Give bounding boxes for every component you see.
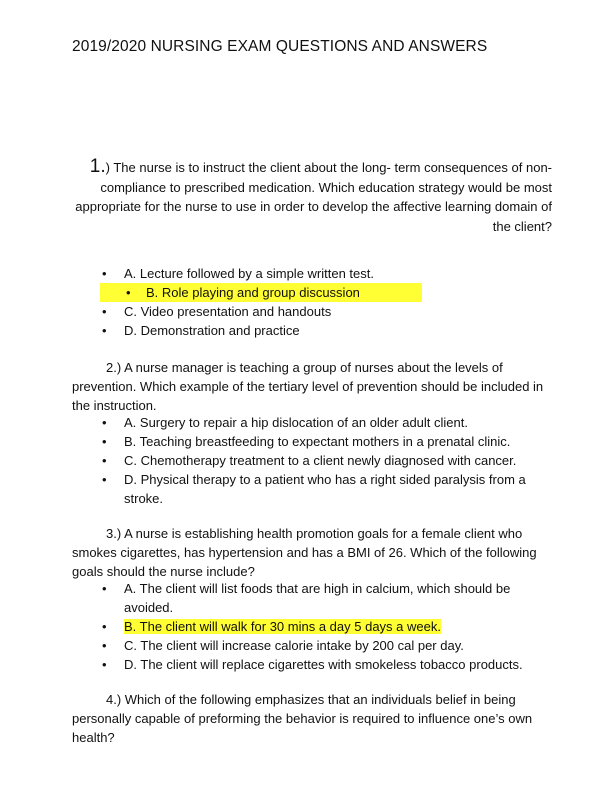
bullet-icon: •	[102, 619, 107, 634]
question-1	[72, 157, 552, 236]
bullet-icon: •	[102, 581, 107, 596]
question-2-option-d: • D. Physical therapy to a patient who has a right sided paralysis from a stroke.	[102, 472, 526, 506]
document-title: 2019/2020 NURSING EXAM QUESTIONS AND ANSWERS	[72, 38, 488, 55]
bullet-icon: •	[102, 657, 107, 672]
question-3	[72, 524, 552, 581]
question-1-option-d: • D. Demonstration and practice	[102, 323, 300, 338]
question-1-text: ) The nurse is to instruct the client about the long- term consequences of non-compliance to prescribed medication. Which education strategy would be most appropriate for the nurse to use in order to develop the affective learning domain of the client?	[75, 160, 552, 234]
question-3-option-a: • A. The client will list foods that are high in calcium, which should be avoided.	[102, 581, 511, 615]
question-2-option-b: • B. Teaching breastfeeding to expectant mothers in a prenatal clinic.	[102, 434, 511, 449]
question-1-number: 1.	[89, 156, 106, 177]
highlighted-answer: B. The client will walk for 30 mins a day 5 days a week.	[124, 619, 441, 634]
question-2-text: A nurse manager is teaching a group of nurses about the levels of prevention. Which example of the tertiary level of prevention should be included in the instruction.	[72, 360, 544, 413]
question-4-number: 4.)	[106, 692, 122, 707]
bullet-icon: •	[102, 304, 107, 319]
question-3-text: A nurse is establishing health promotion goals for a female client who smokes cigarettes, has hypertension and has a BMI of 26. Which of the following goals should the nurse include?	[72, 526, 537, 579]
bullet-icon: •	[102, 472, 107, 487]
question-3-option-b	[102, 617, 532, 636]
question-3-number: 3.)	[106, 526, 122, 541]
question-1-option-b	[102, 283, 532, 302]
question-2-number: 2.)	[106, 360, 122, 375]
bullet-icon: •	[102, 638, 107, 653]
question-3-options	[102, 579, 532, 674]
question-2-option-a: • A. Surgery to repair a hip dislocation of an older adult client.	[102, 415, 468, 430]
question-1-option-a: • A. Lecture followed by a simple written test.	[102, 266, 375, 281]
question-1-option-c: • C. Video presentation and handouts	[102, 304, 332, 319]
highlighted-answer: B. Role playing and group discussion	[146, 285, 360, 300]
question-2-options	[102, 413, 532, 508]
question-2	[72, 358, 552, 415]
question-4-text: Which of the following emphasizes that an individuals belief in being personally capable of preforming the behavior is required to influence one’s own health?	[72, 692, 533, 745]
bullet-icon: •	[102, 323, 107, 338]
bullet-icon: •	[102, 415, 107, 430]
bullet-icon: •	[102, 453, 107, 468]
question-3-option-c: • C. The client will increase calorie intake by 200 cal per day.	[102, 638, 464, 653]
bullet-icon: •	[102, 434, 107, 449]
question-1-options	[102, 264, 532, 340]
bullet-icon: •	[126, 285, 131, 300]
bullet-icon: •	[102, 266, 107, 281]
question-4	[72, 690, 552, 747]
question-3-option-d: • D. The client will replace cigarettes with smokeless tobacco products.	[102, 657, 523, 672]
question-2-option-c: • C. Chemotherapy treatment to a client newly diagnosed with cancer.	[102, 453, 517, 468]
